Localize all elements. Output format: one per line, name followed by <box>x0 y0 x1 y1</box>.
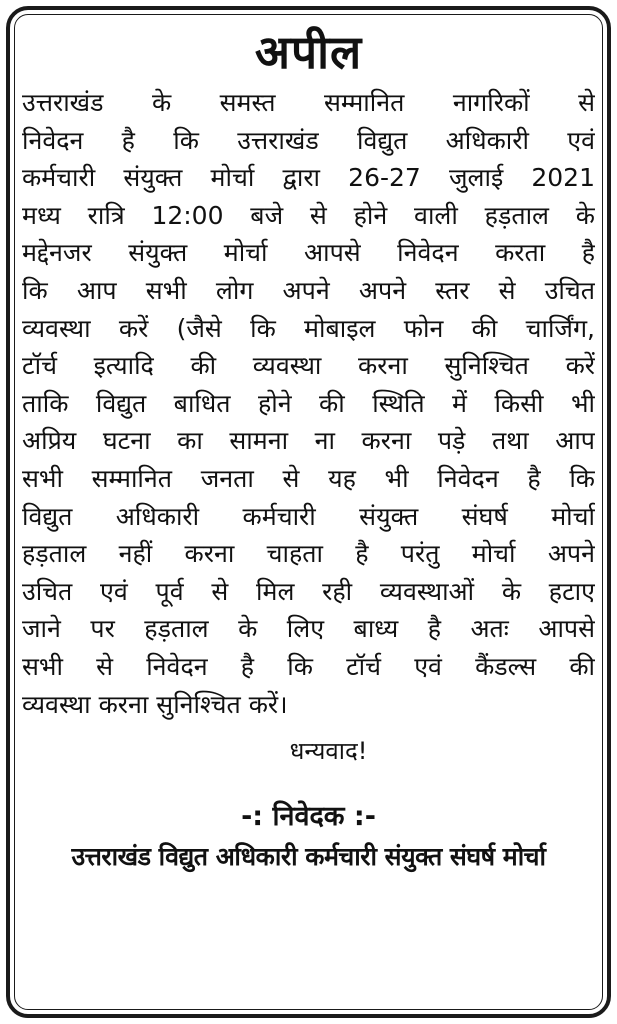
body-line: कर्मचारी संयुक्त मोर्चा द्वारा 26-27 जुलाई 2021 <box>22 163 595 193</box>
body-line: ताकि विद्युत बाधित होने की स्थिति में किसी भी <box>22 388 595 418</box>
body-line: टॉर्च इत्यादि की व्यवस्था करना सुनिश्चित करें <box>22 351 595 381</box>
body-line: व्यवस्था करें (जैसे कि मोबाइल फोन की चार्जिंग, <box>22 313 595 343</box>
body-line: अप्रिय घटना का सामना ना करना पड़े तथा आप <box>22 426 595 456</box>
body-line: सभी से निवेदन है कि टॉर्च एवं कैंडल्स की <box>22 651 595 681</box>
body-line: जाने पर हड़ताल के लिए बाध्य है अतः आपसे <box>22 614 595 644</box>
notice-title: अपील <box>254 25 363 79</box>
body-line: विद्युत अधिकारी कर्मचारी संयुक्त संघर्ष मोर्चा <box>22 501 595 531</box>
body-line: व्यवस्था करना सुनिश्चित करें। <box>22 689 288 719</box>
body-line: मध्य रात्रि 12:00 बजे से होने वाली हड़ताल के <box>22 200 595 230</box>
body-line: उत्तराखंड के समस्त सम्मानित नागरिकों से <box>22 88 595 117</box>
body-line: कि आप सभी लोग अपने अपने स्तर से उचित <box>22 275 595 305</box>
body-line: मद्देनजर संयुक्त मोर्चा आपसे निवेदन करता है <box>22 238 595 268</box>
body-line: उचित एवं पूर्व से मिल रही व्यवस्थाओं के हटाए <box>22 576 595 606</box>
notice-body <box>22 84 595 723</box>
signatory-label: -: निवेदक :- <box>241 801 376 833</box>
body-line: निवेदन है कि उत्तराखंड विद्युत अधिकारी एवं <box>22 125 595 155</box>
notice-content <box>22 26 595 1004</box>
organization-name: उत्तराखंड विद्युत अधिकारी कर्मचारी संयुक्त संघर्ष मोर्चा <box>71 842 546 872</box>
thanks-text: धन्यवाद! <box>289 737 368 766</box>
body-line: सभी सम्मानित जनता से यह भी निवेदन है कि <box>22 463 595 493</box>
body-line: हड़ताल नहीं करना चाहता है परंतु मोर्चा अपने <box>22 539 595 569</box>
